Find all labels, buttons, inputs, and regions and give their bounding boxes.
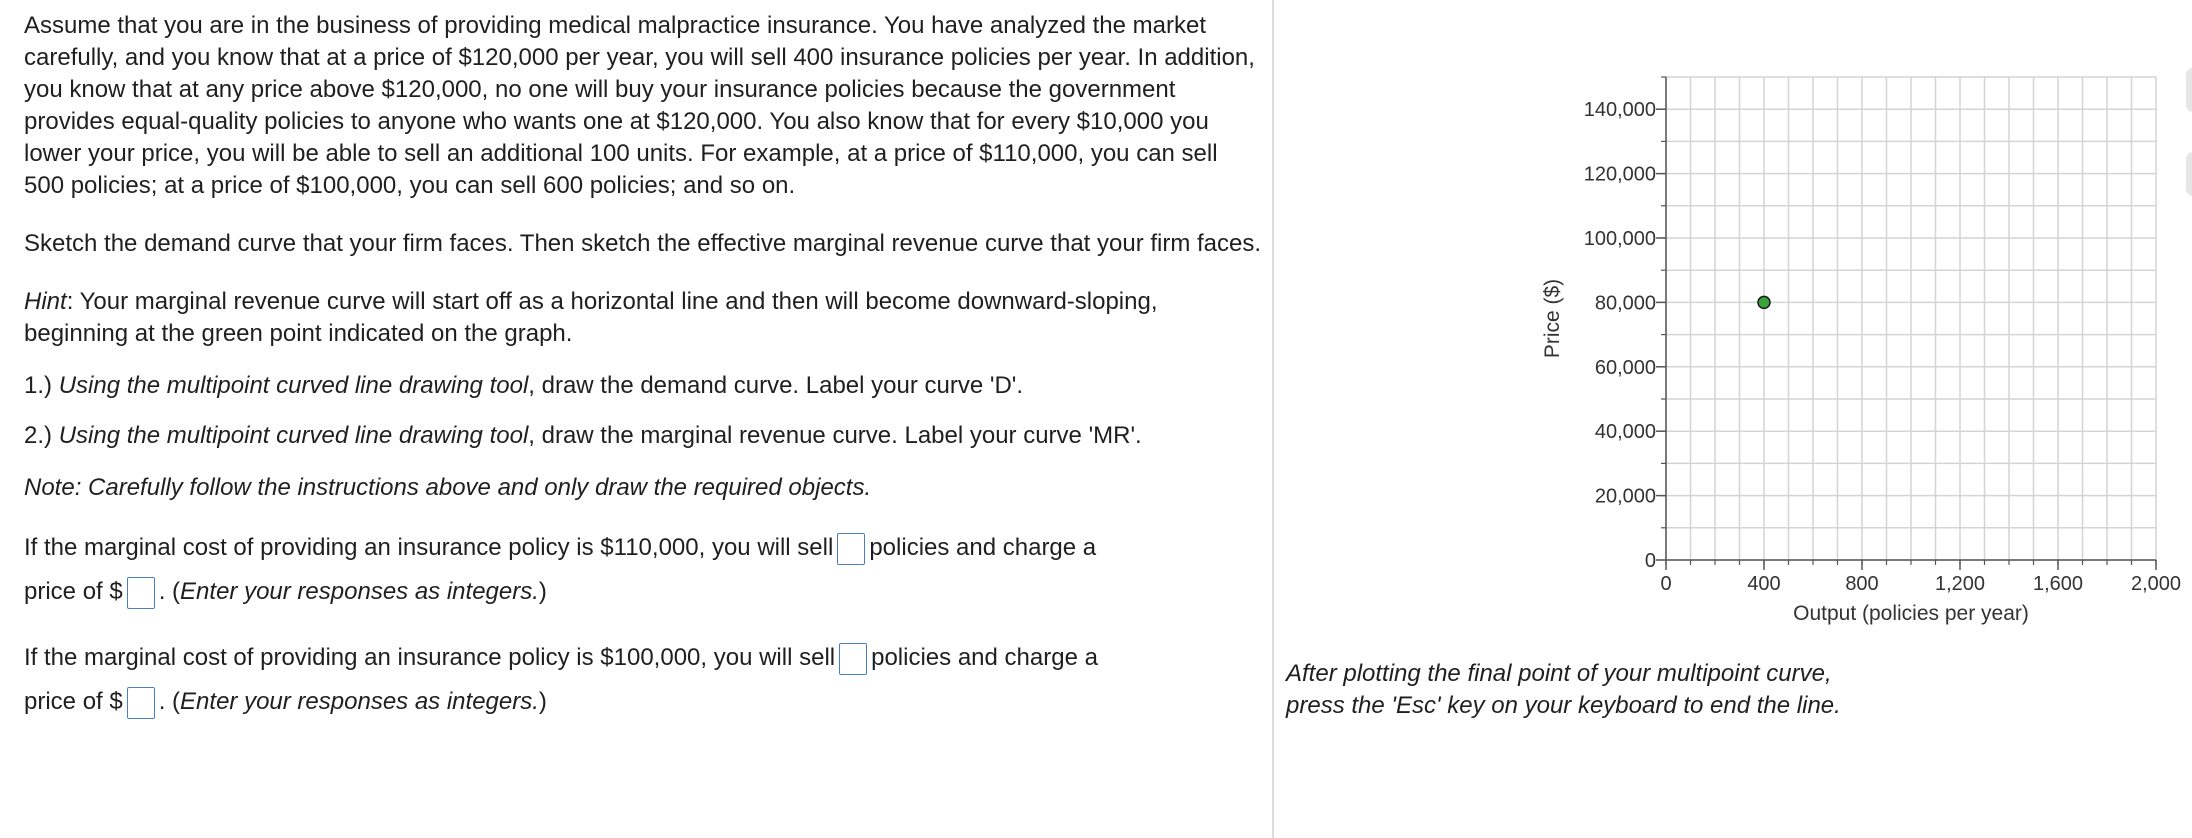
q1-text-c: price of $ — [24, 578, 123, 605]
x-tick-label: 800 — [1845, 573, 1879, 595]
problem-hint — [24, 286, 1264, 350]
grid-lines — [1666, 77, 2156, 560]
y-tick-label: 120,000 — [1583, 163, 1656, 186]
question-1 — [24, 526, 1264, 614]
y-tick-label: 0 — [1644, 550, 1656, 572]
q1-text-e: ) — [538, 578, 547, 605]
step-1 — [24, 370, 1264, 402]
step-1-tool: Using the multipoint curved line drawing tool — [58, 372, 529, 399]
q1-text-b: policies and charge a — [869, 534, 1097, 561]
q2-hint: Enter your responses as integers. — [180, 688, 539, 715]
step-2 — [24, 420, 1264, 452]
esc-line-1: After plotting the final point of your multipoint curve, — [1286, 660, 1832, 687]
y-axis-label: Price ($) — [1541, 278, 1564, 359]
hint-label: Hint — [24, 288, 67, 315]
axis-ticks — [1584, 77, 2181, 595]
problem-sketch: Sketch the demand curve that your firm faces. Then sketch the effective marginal revenue curve that your firm faces. — [24, 230, 1262, 257]
green-point — [1758, 296, 1770, 308]
x-tick-label: 2,000 — [2130, 573, 2182, 595]
y-tick-label: 20,000 — [1594, 485, 1656, 508]
panel-divider — [1272, 0, 1274, 838]
q2-text-a: If the marginal cost of providing an insurance policy is $100,000, you will sell — [24, 644, 836, 671]
y-tick-label: 100,000 — [1583, 228, 1656, 250]
step-2-tool: Using the multipoint curved line drawing tool — [58, 422, 529, 449]
esc-line-2: press the 'Esc' key on your keyboard to end the line. — [1286, 692, 1841, 719]
x-tick-label: 1,600 — [2032, 573, 2084, 595]
y-tick-label: 80,000 — [1594, 292, 1656, 315]
scroll-handle-2[interactable] — [2186, 152, 2192, 196]
q1-text-d: . ( — [158, 578, 181, 605]
y-tick-label: 40,000 — [1594, 421, 1656, 444]
problem-intro: Assume that you are in the business of providing medical malpractice insurance. You have analyzed the market carefully, and you know that at a price of $120,000 per year, you will sell 400 insurance policies per year. In addition, you know that at any price above $120,000, no one will buy your insurance policies because the government provides equal-quality policies to anyone who wants one at $120,000. You also know that for every $10,000 you lower your price, you will be able to sell an additional 100 units. For example, at a price of $110,000, you can sell 500 policies; at a price of $100,000, you can sell 600 policies; and so on. — [24, 12, 1255, 199]
problem-note — [24, 472, 1264, 504]
q2-text-c: price of $ — [24, 688, 123, 715]
step-2-text: , draw the marginal revenue curve. Label your curve 'MR'. — [528, 422, 1142, 449]
scroll-handle[interactable] — [2186, 68, 2192, 112]
x-axis-label: Output (policies per year) — [1793, 602, 2029, 625]
q1-price-input[interactable] — [127, 577, 155, 609]
x-tick-label: 0 — [1660, 573, 1672, 595]
q2-text-b: policies and charge a — [871, 644, 1098, 671]
q2-price-input[interactable] — [127, 687, 155, 719]
q2-text-d: . ( — [158, 688, 181, 715]
y-tick-label: 140,000 — [1583, 99, 1656, 122]
drawing-graph[interactable] — [1500, 60, 2190, 640]
step-1-text: , draw the demand curve. Label your curve 'D'. — [528, 372, 1024, 399]
esc-instructions — [1286, 658, 1841, 722]
q1-hint: Enter your responses as integers. — [180, 578, 539, 605]
q1-text-a: If the marginal cost of providing an insurance policy is $110,000, you will sell — [24, 534, 834, 561]
step-2-number: 2.) — [24, 422, 59, 449]
q2-text-e: ) — [538, 688, 547, 715]
q1-quantity-input[interactable] — [837, 533, 865, 565]
hint-text: : Your marginal revenue curve will start off as a horizontal line and then will become downward-sloping, beginning at the green point indicated on the graph. — [24, 288, 1158, 347]
question-2 — [24, 636, 1264, 724]
x-tick-label: 400 — [1747, 573, 1781, 595]
note-text: Note: Carefully follow the instructions above and only draw the required objects. — [24, 474, 872, 501]
y-tick-label: 60,000 — [1594, 356, 1656, 379]
q2-quantity-input[interactable] — [839, 643, 867, 675]
x-tick-label: 1,200 — [1934, 573, 1986, 595]
step-1-number: 1.) — [24, 372, 59, 399]
problem-panel — [24, 10, 1264, 746]
data-points — [1758, 296, 1770, 308]
